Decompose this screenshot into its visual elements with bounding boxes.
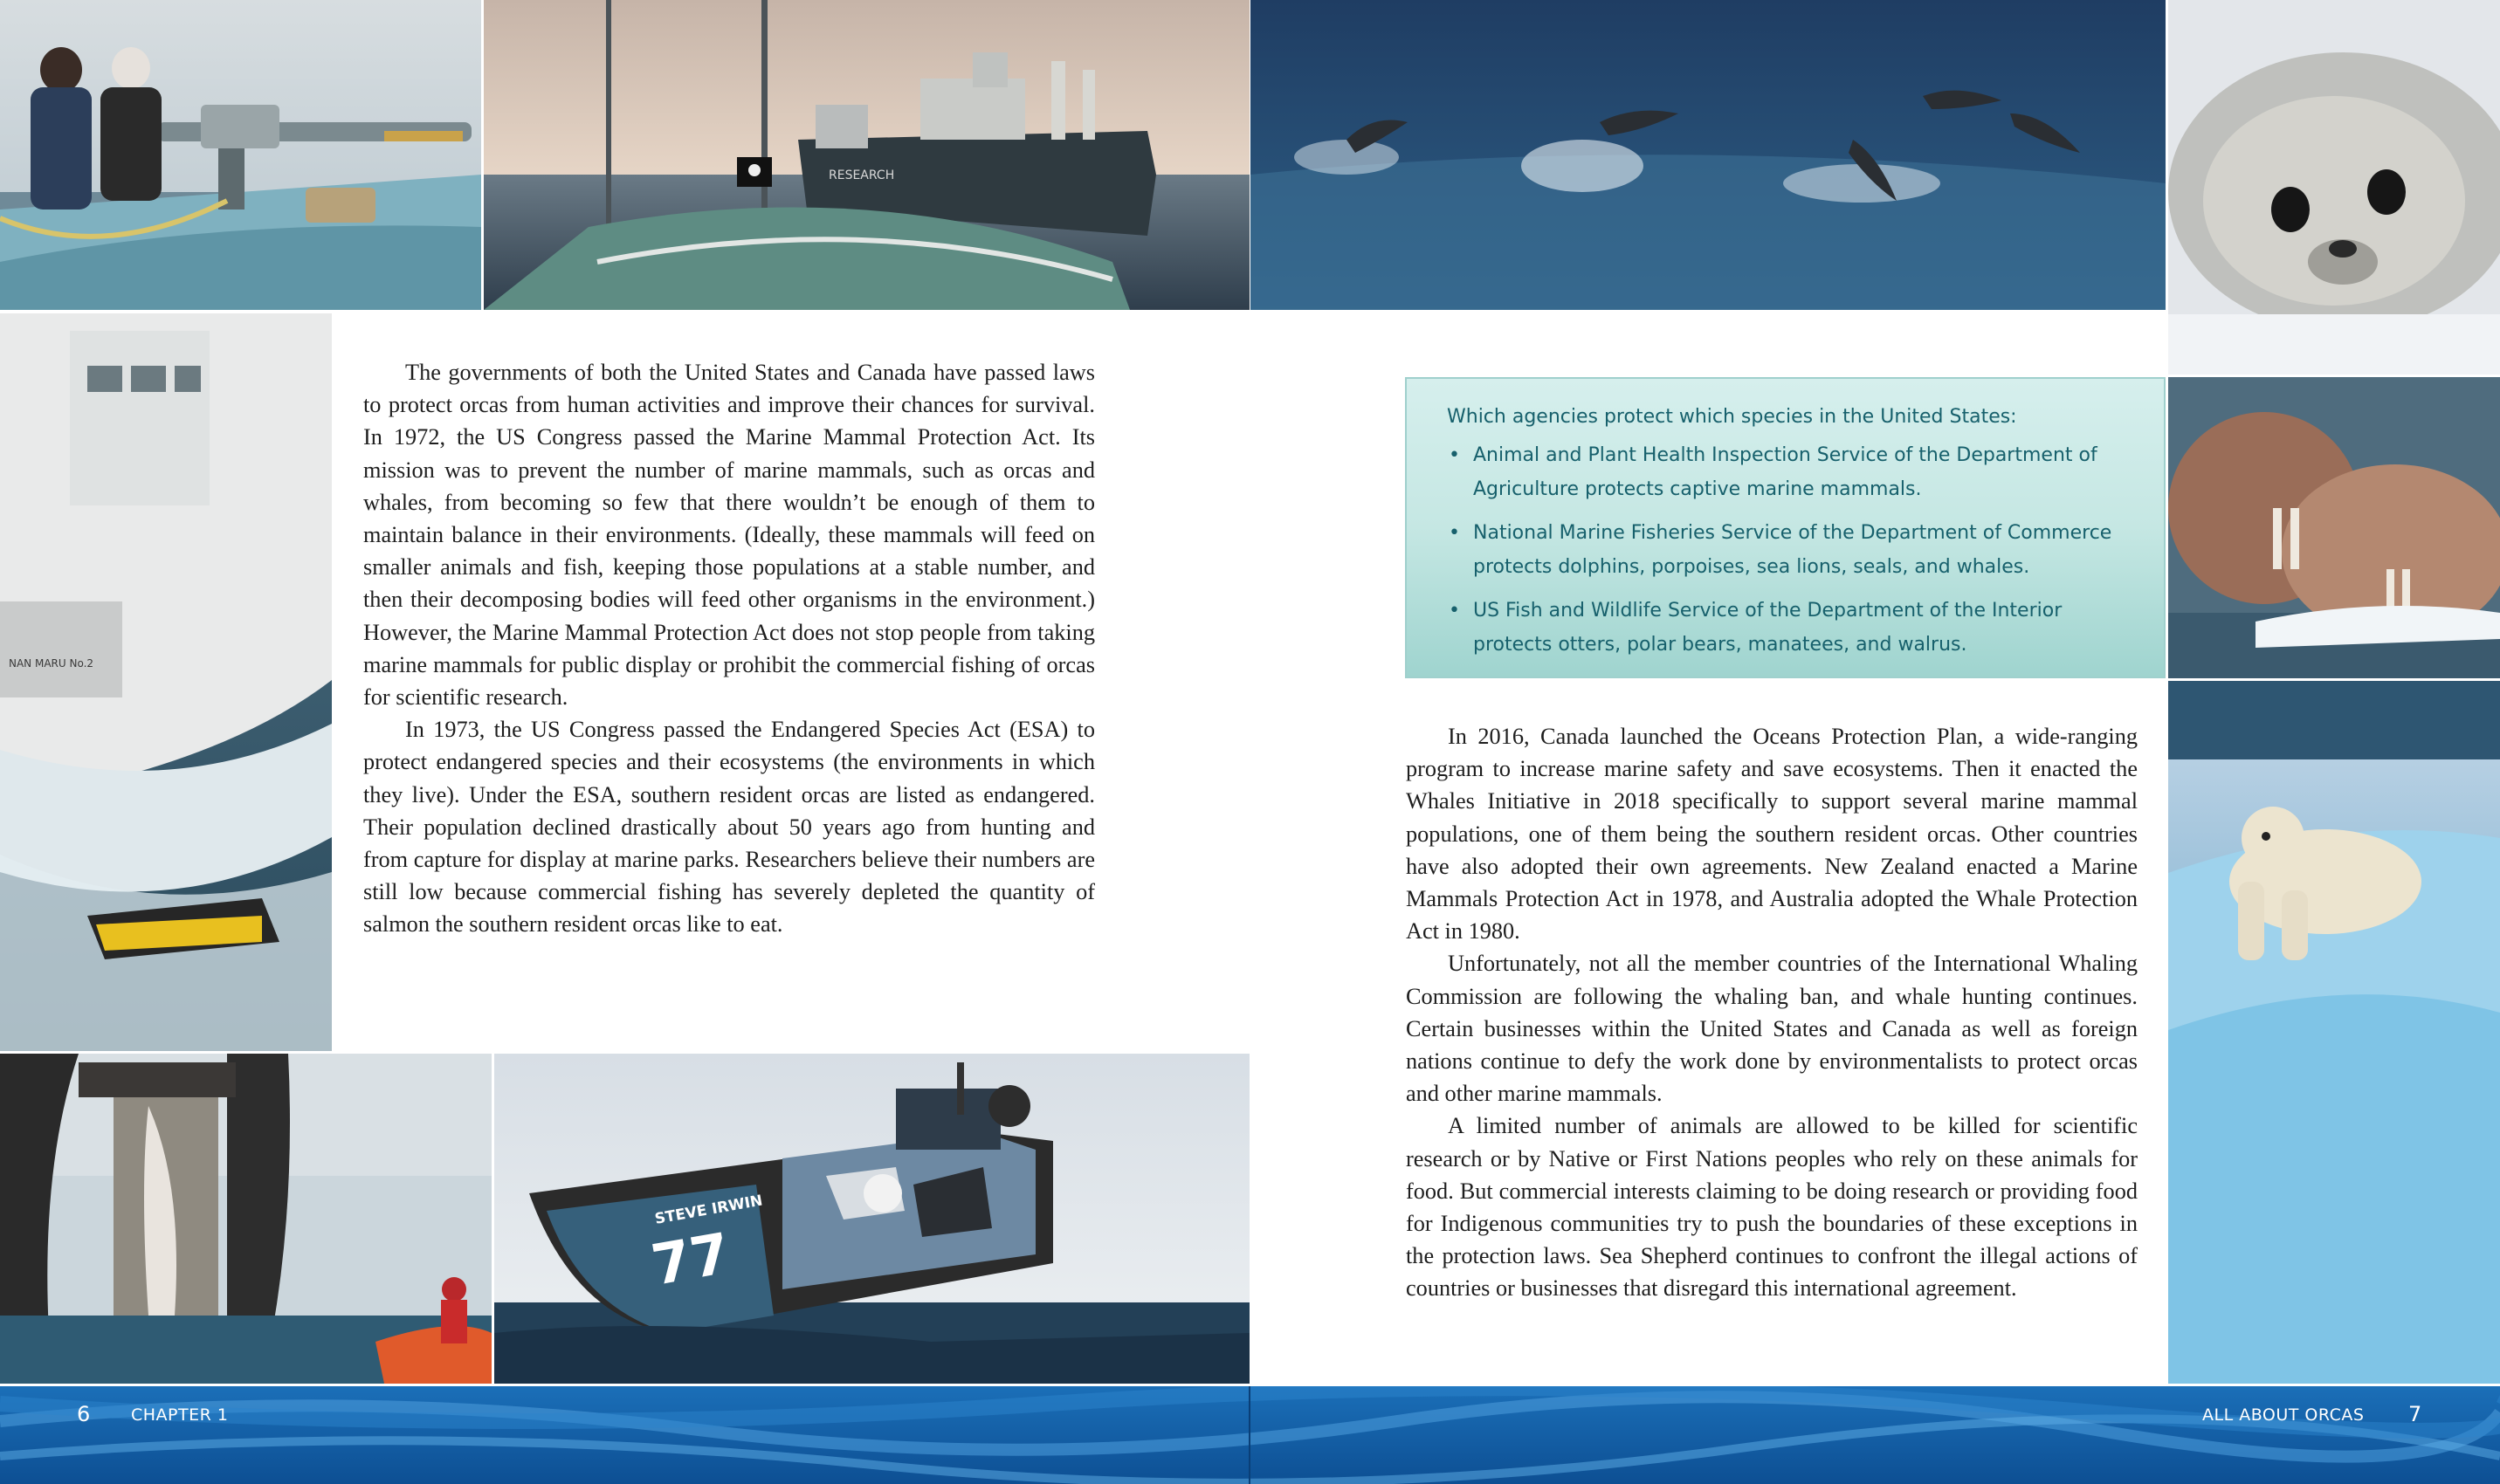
photo-leaping-dolphins [1250,0,2166,310]
agencies-sidebar [1405,377,2166,678]
sidebar-item-interior: • US Fish and Wildlife Service of the Department of the Interior protects otters, polar bears, manatees, and walrus. [1447,594,2145,662]
svg-text:RESEARCH: RESEARCH [829,168,895,182]
photo-polar-bear [2168,681,2500,1384]
page-footer [0,1386,2500,1484]
right-paragraph-3: A limited number of animals are allowed to be killed for scientific research or by Native or First Nations peoples who rely on these animals for food. But commercial interests claiming to be doing research or providing food for Indigenous communities try to push the boundaries of these exceptions in the protection laws. Sea Shepherd continues to confront the illegal actions of countries or businesses that disregard this international agreement. [1406,1113,2138,1302]
left-page-number: 6 [77,1402,91,1426]
sidebar-title: Which agencies protect which species in the United States: [1447,406,2017,428]
left-page-body [363,356,1095,941]
svg-text:STEVE IRWIN: STEVE IRWIN [653,1192,764,1228]
svg-text:77: 77 [646,1221,735,1299]
sidebar-item-agriculture: • Animal and Plant Health Inspection Service of the Department of Agriculture protects captive marine mammals. [1447,438,2145,506]
left-paragraph-2: In 1973, the US Congress passed the Endangered Species Act (ESA) to protect endangered species and their ecosystems (the environments in which they live). Under the ESA, southern resident orcas are listed as endangered. Their population declined drastically about 50 years ago from hunting and from capture for display at marine parks. Researchers believe their numbers are still low because commercial fishing has severely depleted the quantity of salmon the southern resident orcas like to eat. [363,717,1095,938]
photo-walruses [2168,377,2500,678]
photo-whale-on-slipway [0,1054,492,1384]
right-paragraph-2: Unfortunately, not all the member countries of the International Whaling Commission are following the whaling ban, and whale hunting continues. Certain businesses within the United States and Canada as well as foreign nations continue to defy the work done by environmentalists to protect orcas and other marine mammals. [1406,951,2138,1107]
photo-steve-irwin-ship [494,1054,1250,1384]
right-paragraph-1: In 2016, Canada launched the Oceans Protection Plan, a wide-ranging program to increase marine safety and save ecosystems. Then it enacted the Whales Initiative in 2018 specifically to support several marine mammal populations, one of them being the southern resident orcas. Other countries have also adopted their own agreements. New Zealand enacted a Marine Mammals Protection Act in 1978, and Australia adopted the Whale Protection Act in 1980. [1406,724,2138,945]
right-page-number: 7 [2408,1402,2422,1426]
svg-text:NAN MARU No.2: NAN MARU No.2 [9,657,94,670]
book-title-label: ALL ABOUT ORCAS [2202,1405,2365,1425]
photo-seal-pup [2168,0,2500,374]
chapter-label: CHAPTER 1 [131,1405,229,1425]
sidebar-list [1447,438,2145,671]
photo-harpoon-gun-crew [0,0,481,310]
sidebar-item-commerce: • National Marine Fisheries Service of the Department of Commerce protects dolphins, porpoises, sea lions, seals, and whales. [1447,516,2145,584]
photo-whaling-factory-ship [484,0,1250,310]
right-page-body [1406,720,2138,1305]
photo-harpoon-ship-and-rigid-boat [0,313,332,1051]
left-paragraph-1: The governments of both the United States and Canada have passed laws to protect orcas from human activities and improve their chances for survival. In 1972, the US Congress passed the Marine Mammal Protection Act. Its mission was to prevent the number of marine mammals, such as orcas and whales, from becoming so few that there wouldn’t be enough of them to maintain balance in their environments. (Ideally, these mammals will feed on smaller animals and fish, keeping those populations at a stable number, and then their decomposing bodies will feed other organisms in the environment.) However, the Marine Mammal Protection Act does not stop people from taking marine mammals for public display or prohibit the commercial fishing of orcas for scientific research. [363,360,1095,711]
